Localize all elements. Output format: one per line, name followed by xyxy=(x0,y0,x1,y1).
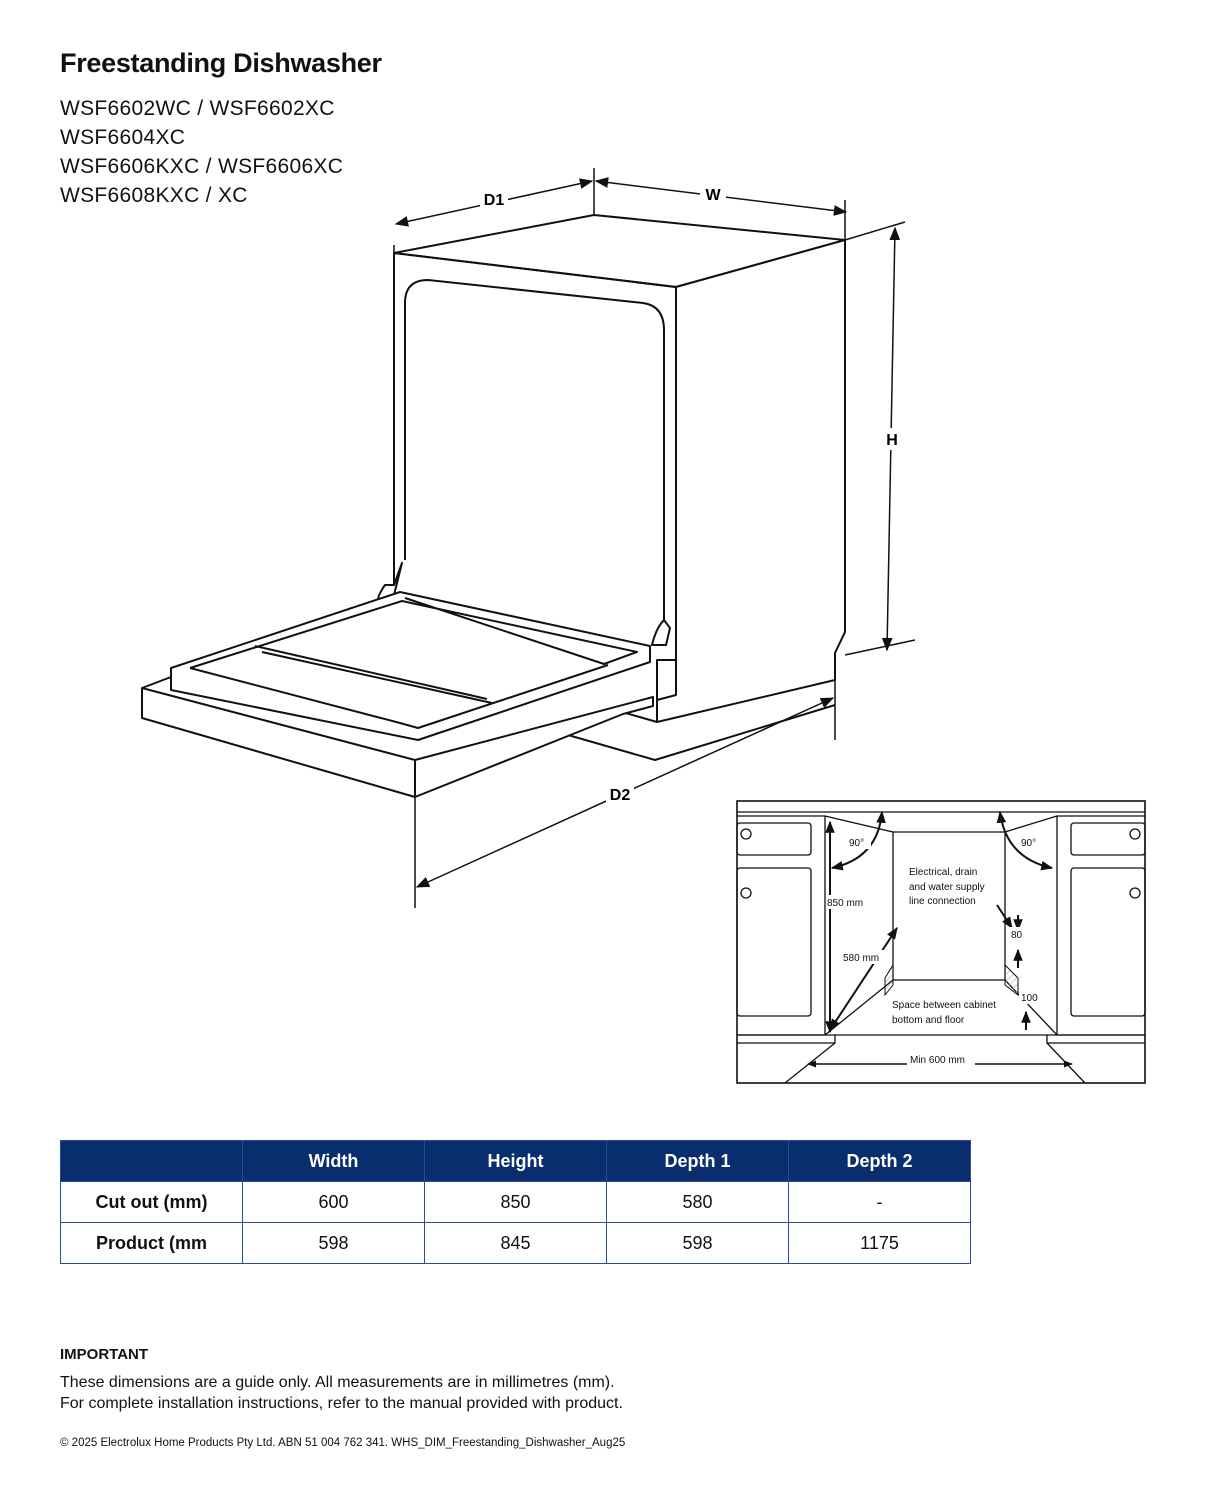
table-header-row xyxy=(61,1141,971,1182)
table-cell: 580 xyxy=(607,1182,789,1223)
table-header-cell: Height xyxy=(425,1141,607,1182)
table-cell: 1175 xyxy=(789,1223,971,1264)
row-label: Cut out (mm) xyxy=(61,1182,243,1223)
table-row xyxy=(61,1182,971,1223)
note-line: For complete installation instructions, refer to the manual provided with product. xyxy=(60,1395,623,1412)
table-cell: 598 xyxy=(243,1223,425,1264)
connection-label-line: Electrical, drain xyxy=(909,867,978,878)
side-panel xyxy=(657,240,845,722)
connection-label-line: line connection xyxy=(909,896,976,907)
table-cell: 598 xyxy=(607,1223,789,1264)
space-note-line: bottom and floor xyxy=(892,1015,965,1026)
dim-80-label: 80 xyxy=(1011,930,1023,941)
table-header-cell: Depth 2 xyxy=(789,1141,971,1182)
dishwasher-drawing xyxy=(142,215,845,797)
model-line: WSF6606KXC / WSF6606XC xyxy=(60,155,344,178)
copyright-footer: © 2025 Electrolux Home Products Pty Ltd. ABN 51 004 762 341. WHS_DIM_Freestanding_Dishwasher_Aug25 xyxy=(60,1437,626,1449)
dimensions-table xyxy=(60,1140,971,1264)
angle-right-label: 90° xyxy=(1021,838,1037,849)
label-d2: D2 xyxy=(609,787,631,804)
table-cell: 600 xyxy=(243,1182,425,1223)
cutout-diagram xyxy=(737,801,1145,1083)
label-d1: D1 xyxy=(483,192,505,209)
label-h: H xyxy=(886,432,898,449)
table-header-cell: Width xyxy=(243,1141,425,1182)
table-cell: 845 xyxy=(425,1223,607,1264)
table-row xyxy=(61,1223,971,1264)
angle-left-label: 90° xyxy=(849,838,865,849)
important-heading: IMPORTANT xyxy=(60,1346,149,1363)
min-width-label: Min 600 mm xyxy=(910,1055,966,1066)
table-cell: - xyxy=(789,1182,971,1223)
space-note-line: Space between cabinet xyxy=(892,1000,996,1011)
label-w: W xyxy=(705,187,721,204)
cutout-height-label: 850 mm xyxy=(827,898,864,909)
table-header-cell: Depth 1 xyxy=(607,1141,789,1182)
model-line: WSF6602WC / WSF6602XC xyxy=(60,97,335,120)
note-line: These dimensions are a guide only. All measurements are in millimetres (mm). xyxy=(60,1374,615,1391)
important-note xyxy=(60,1372,623,1414)
door-opening xyxy=(405,280,664,620)
model-line: WSF6608KXC / XC xyxy=(60,184,248,207)
connection-label-line: and water supply xyxy=(909,882,985,893)
row-label: Product (mm xyxy=(61,1223,243,1264)
table-cell: 850 xyxy=(425,1182,607,1223)
cutout-depth-label: 580 mm xyxy=(843,953,880,964)
table-header-cell xyxy=(61,1141,243,1182)
model-line: WSF6604XC xyxy=(60,126,186,149)
page-title: Freestanding Dishwasher xyxy=(60,48,382,78)
dim-100-label: 100 xyxy=(1021,993,1038,1004)
